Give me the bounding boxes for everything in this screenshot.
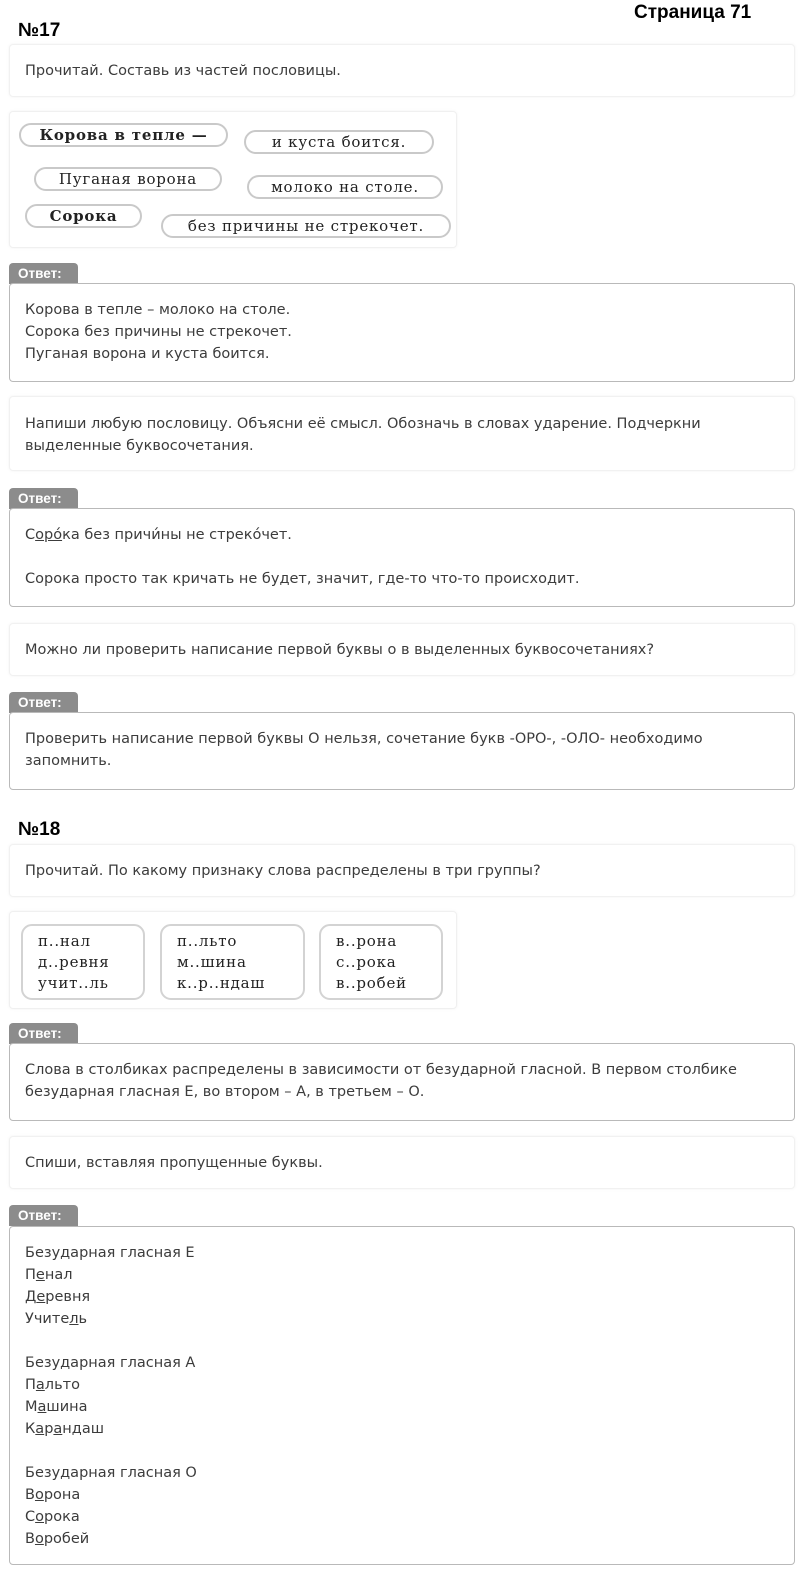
group-heading: Безударная гласная О — [25, 1465, 197, 1481]
proverb-part: молоко на столе. — [247, 175, 443, 199]
answer-label: Ответ: — [9, 1205, 78, 1226]
task-18-question-2 — [9, 1136, 795, 1189]
word: Карандаш — [25, 1421, 104, 1437]
answer-text: Проверить написание первой буквы О нельзя, сочетание букв -ОРО-, -ОЛО- необходимо запомнить. — [25, 731, 703, 769]
proverb-part: и куста боится. — [244, 130, 434, 154]
proverb-part: Сорока — [25, 204, 142, 228]
group-heading: Безударная гласная Е — [25, 1245, 195, 1261]
task-17-answer-3 — [9, 712, 795, 790]
proverb-parts-image — [9, 111, 457, 248]
word-group-1: п..нал д..ревня учит..ль — [21, 924, 145, 1000]
word: Пальто — [25, 1377, 80, 1393]
word-groups-image — [9, 911, 457, 1009]
task-18-number: №18 — [18, 819, 61, 840]
word: Сорока — [25, 1509, 80, 1525]
answer-text — [25, 1242, 197, 1550]
task-17-answer-1 — [9, 283, 795, 382]
proverb-part: без причины не стрекочет. — [161, 214, 451, 238]
task-18-answer-1 — [9, 1043, 795, 1121]
word: Ворона — [25, 1487, 81, 1503]
word: Деревня — [25, 1289, 91, 1305]
word: Воробей — [25, 1531, 90, 1547]
word-group-2: п..льто м..шина к..р..ндаш — [160, 924, 305, 1000]
task-17-number: №17 — [18, 20, 61, 41]
task-18-answer-2 — [9, 1226, 795, 1565]
question-text: Напиши любую пословицу. Объясни её смысл. Обозначь в словах ударение. Подчеркни выделенные буквосочетания. — [25, 416, 701, 454]
word: Машина — [25, 1399, 88, 1415]
task-18-question-1 — [9, 844, 795, 897]
page-number: Страница 71 — [634, 2, 752, 23]
group-heading: Безударная гласная А — [25, 1355, 196, 1371]
question-text: Прочитай. Составь из частей пословицы. — [25, 63, 341, 79]
task-17-answer-2 — [9, 508, 795, 607]
answer-label: Ответ: — [9, 263, 78, 284]
word-group-3: в..рона с..рока в..робей — [319, 924, 443, 1000]
question-text: Прочитай. По какому признаку слова распределены в три группы? — [25, 863, 541, 879]
word: Пенал — [25, 1267, 73, 1283]
proverb-meaning: Сорока просто так кричать не будет, значит, где-то что-то происходит. — [25, 571, 580, 587]
task-17-question-1 — [9, 44, 795, 97]
task-17-question-3 — [9, 623, 795, 676]
answer-text: Корова в тепле – молоко на столе. Сорока без причины не стрекочет. Пуганая ворона и куста боится. — [25, 302, 292, 362]
question-text: Можно ли проверить написание первой буквы о в выделенных буквосочетаниях? — [25, 642, 655, 658]
answer-label: Ответ: — [9, 488, 78, 509]
proverb-part: Пуганая ворона — [34, 167, 222, 191]
task-17-question-2 — [9, 396, 795, 471]
proverb-part: Корова в тепле — — [19, 123, 228, 147]
question-text: Спиши, вставляя пропущенные буквы. — [25, 1155, 323, 1171]
word: Учитель — [25, 1311, 88, 1327]
answer-label: Ответ: — [9, 692, 78, 713]
proverb-with-stress: Соро́ка без причи́ны не стреко́чет. — [25, 527, 292, 543]
answer-text — [25, 524, 579, 590]
answer-label: Ответ: — [9, 1023, 78, 1044]
answer-text: Слова в столбиках распределены в зависимости от безударной гласной. В первом столбике безударная гласная Е, во втором – А, в третьем – О. — [25, 1062, 737, 1100]
